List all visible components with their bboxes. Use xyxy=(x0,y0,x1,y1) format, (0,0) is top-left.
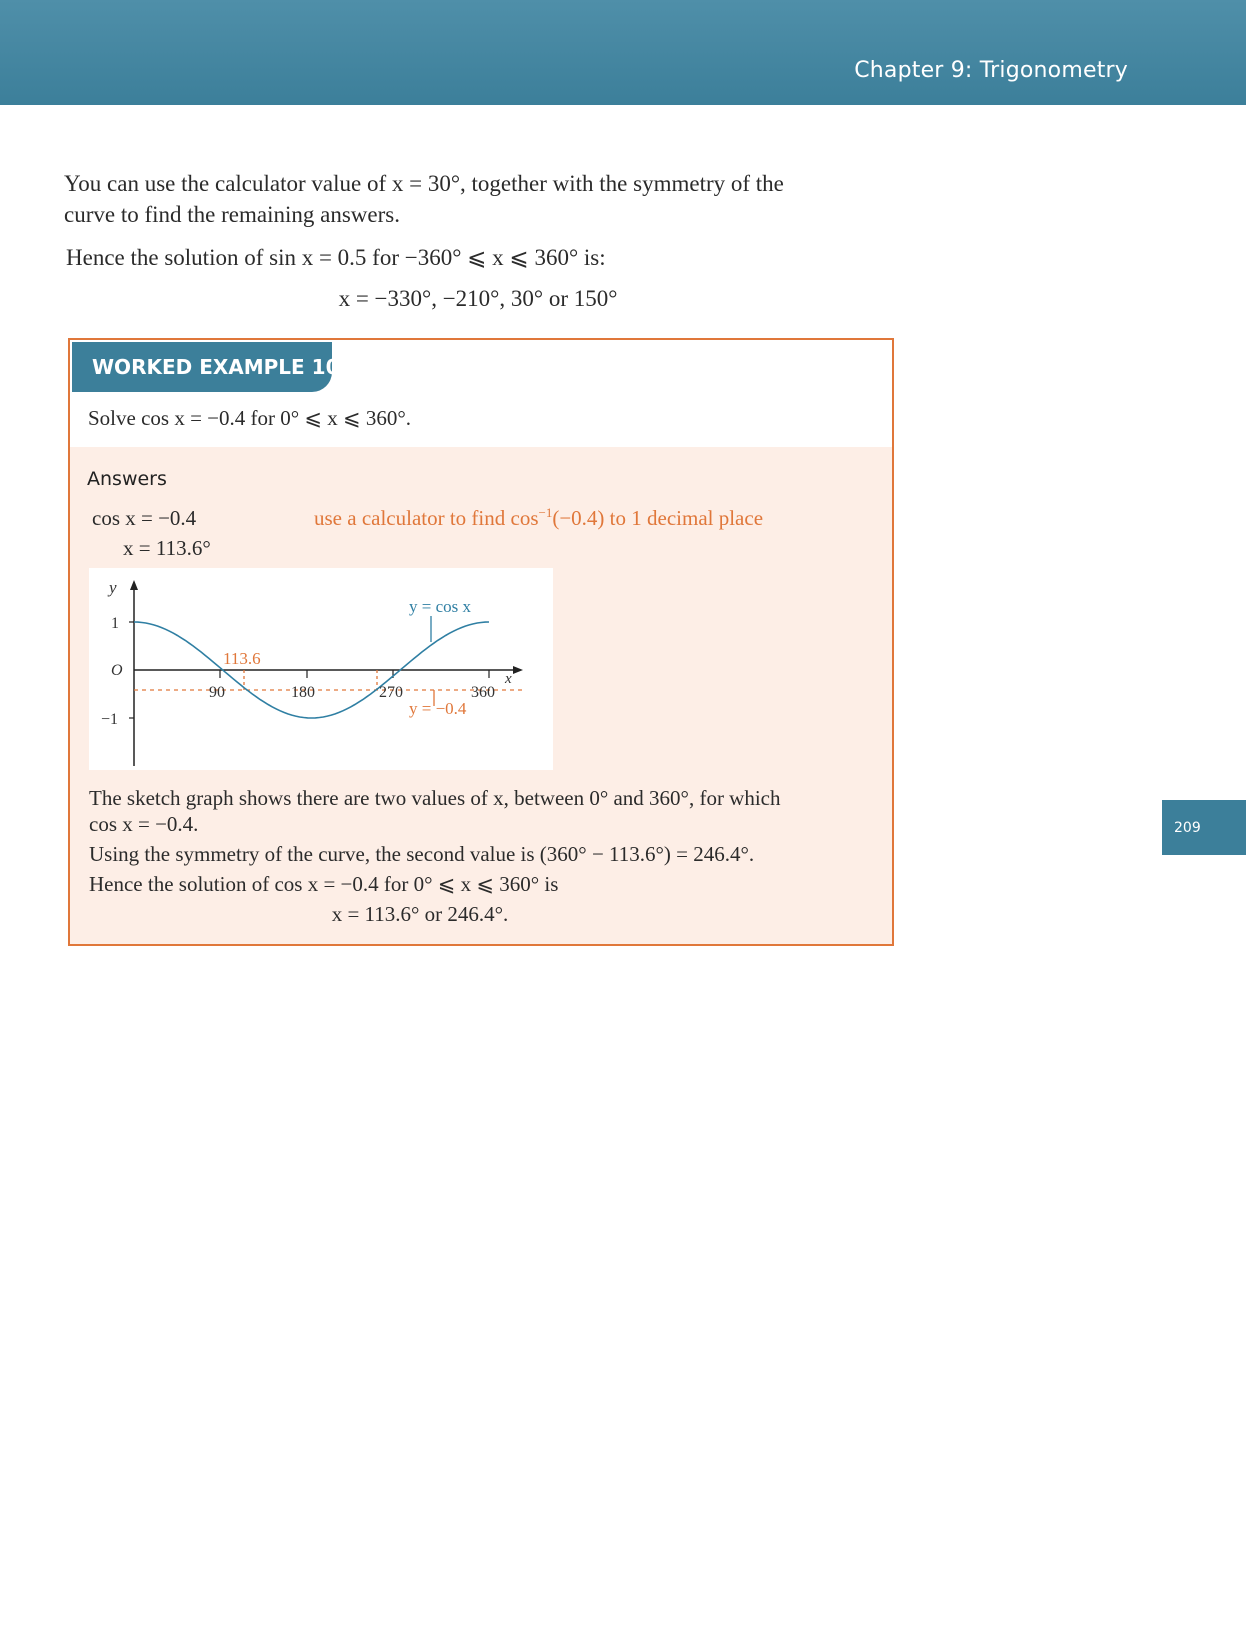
y-axis-arrow-icon xyxy=(130,580,138,590)
y-tick-1-label: 1 xyxy=(111,615,119,632)
x-axis-arrow-icon xyxy=(513,666,523,674)
chapter-title: Chapter 9: Trigonometry xyxy=(854,58,1128,83)
y-axis-label: y xyxy=(109,578,117,597)
x-tick-270-label: 270 xyxy=(379,684,403,701)
worked-example-tab xyxy=(72,342,340,392)
intro-line-1: You can use the calculator value of x = 30°, together with the symmetry of the xyxy=(64,171,784,196)
cosine-sketch-graph xyxy=(89,568,553,770)
step1-note-text: use a calculator to find cos xyxy=(314,506,539,530)
x-tick-90-label: 90 xyxy=(209,684,225,701)
chapter-banner xyxy=(0,0,1246,105)
final-solution: x = 113.6° or 246.4°. xyxy=(331,902,509,926)
explanation-line-4: Hence the solution of cos x = −0.4 for 0° ⩽ x ⩽ 360° is xyxy=(89,872,559,896)
worked-example-box xyxy=(68,338,894,946)
x-tick-180-label: 180 xyxy=(291,684,315,701)
intro-solution: x = −330°, −210°, 30° or 150° xyxy=(338,286,618,311)
explanation-line-2: cos x = −0.4. xyxy=(89,812,199,836)
explanation-line-3: Using the symmetry of the curve, the second value is (360° − 113.6°) = 246.4°. xyxy=(89,842,755,866)
origin-label: O xyxy=(111,662,123,679)
root-label: 113.6 xyxy=(223,649,261,668)
intro-line-2: curve to find the remaining answers. xyxy=(64,202,400,227)
line-label: y = −0.4 xyxy=(409,699,467,718)
step1-note-text-end: (−0.4) to 1 decimal place xyxy=(552,506,764,530)
page-number-tab xyxy=(1162,800,1246,855)
step1-equation: cos x = −0.4 xyxy=(92,506,197,530)
step2-equation: x = 113.6° xyxy=(123,536,211,560)
curve-label: y = cos x xyxy=(409,597,471,616)
intro-hence: Hence the solution of sin x = 0.5 for −360° ⩽ x ⩽ 360° is: xyxy=(66,245,606,270)
worked-example-title: WORKED EXAMPLE 10 xyxy=(92,355,340,379)
x-axis-label: x xyxy=(505,671,512,687)
explanation-line-1: The sketch graph shows there are two values of x, between 0° and 360°, for which xyxy=(89,786,781,810)
step1-note xyxy=(314,504,763,532)
answers-heading: Answers xyxy=(87,468,167,490)
question: Solve cos x = −0.4 for 0° ⩽ x ⩽ 360°. xyxy=(88,406,411,430)
graph-svg xyxy=(89,568,553,770)
y-tick-neg1-label: −1 xyxy=(101,711,119,728)
page-number: 209 xyxy=(1174,819,1201,836)
x-tick-360-label: 360 xyxy=(471,684,495,701)
inverse-superscript: −1 xyxy=(538,505,553,520)
